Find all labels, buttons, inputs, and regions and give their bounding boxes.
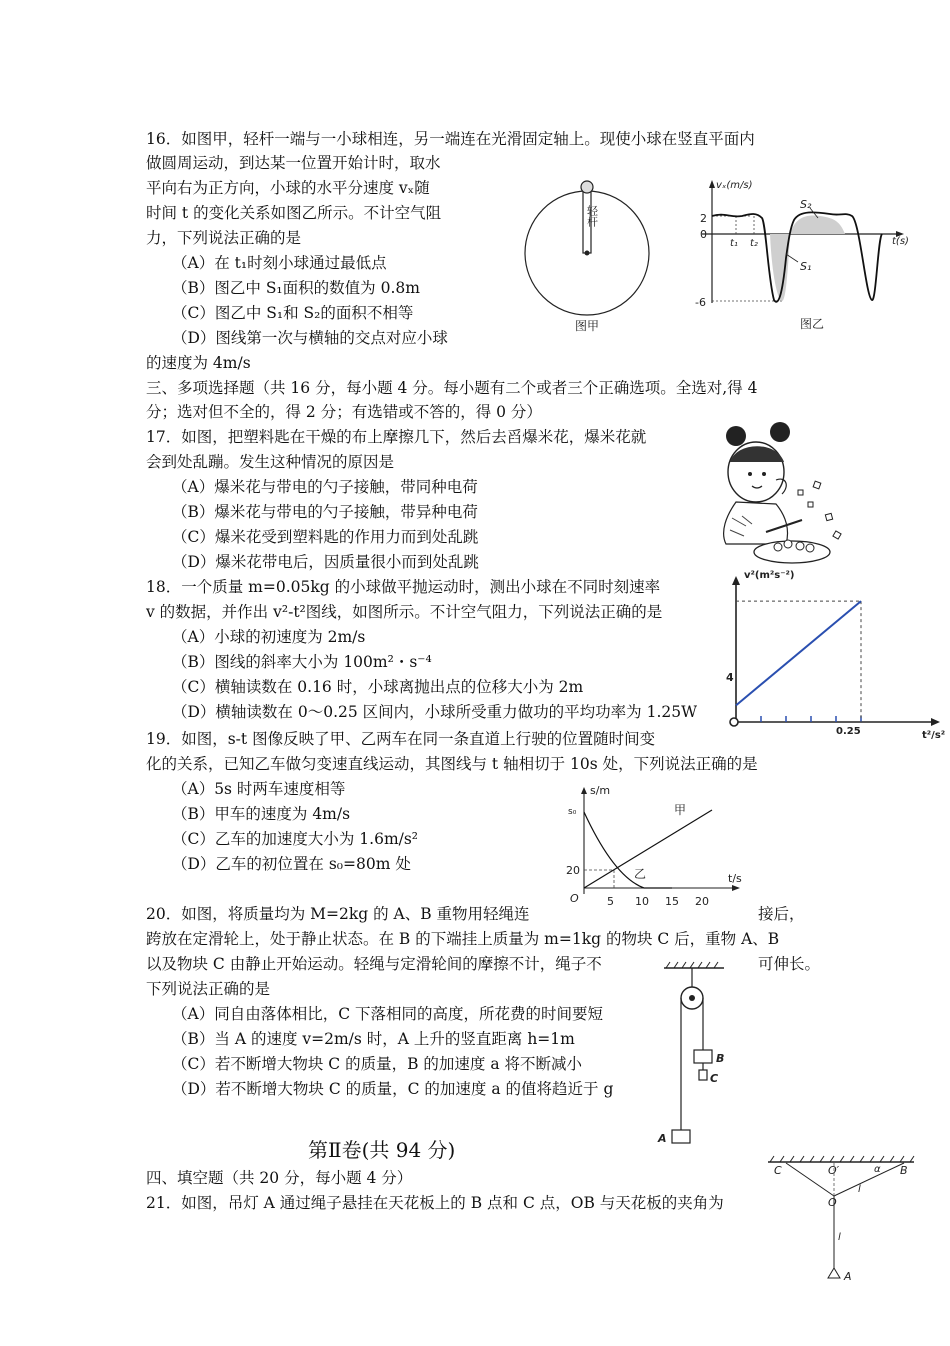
q20-option-a: （A）同自由落体相比，C 下落相同的高度，所花费的时间要短 — [172, 1005, 603, 1023]
q18-line1: 18．一个质量 m=0.05kg 的小球做平抛运动时，测出小球在不同时刻速率 — [146, 578, 661, 596]
q16-option-d: （D）图线第一次与横轴的交点对应小球 — [172, 329, 448, 347]
q20-line4: 下列说法正确的是 — [146, 980, 271, 998]
q19-line1: 19．如图，s-t 图像反映了甲、乙两车在同一条直道上行驶的位置随时间变 — [146, 730, 656, 748]
q20-line2: 跨放在定滑轮上，处于静止状态。在 B 的下端挂上质量为 m=1kg 的物块 C 后，重物 A、B — [146, 930, 780, 948]
block-b — [694, 1050, 712, 1063]
q16-option-c: （C）图乙中 S₁和 S₂的面积不相等 — [172, 304, 414, 322]
block-c — [699, 1070, 707, 1080]
q20-option-c: （C）若不断增大物块 C 的质量，B 的加速度 a 将不断减小 — [172, 1055, 582, 1073]
rod-label: 轻杆 — [585, 205, 599, 227]
y-tick-label: 4 — [726, 671, 734, 684]
s-t-graph — [562, 782, 752, 910]
q17-option-c: （C）爆米花受到塑料匙的作用力而到处乱跳 — [172, 528, 479, 546]
svg-text:0: 0 — [700, 228, 707, 241]
q16-line2: 做圆周运动，到达某一位置开始计时，取水 — [146, 154, 441, 172]
q16-line5: 力，下列说法正确的是 — [146, 229, 302, 247]
q20-line3b: 可伸长。 — [758, 955, 821, 973]
q19-option-a: （A）5s 时两车速度相等 — [172, 780, 346, 798]
svg-text:B: B — [716, 1052, 725, 1065]
pulley-figure — [650, 960, 740, 1150]
svg-text:O′: O′ — [828, 1164, 840, 1177]
svg-text:20: 20 — [695, 895, 709, 908]
svg-text:A: A — [658, 1132, 667, 1145]
q18-option-b: （B）图线的斜率大小为 100m²・s⁻⁴ — [172, 653, 432, 671]
girl-popcorn-illustration — [706, 420, 846, 570]
svg-text:C: C — [710, 1072, 719, 1085]
caption-jia: 图甲 — [575, 319, 600, 333]
y-axis-label: v²(m²s⁻²) — [744, 570, 795, 581]
q19-option-c: （C）乙车的加速度大小为 1.6m/s² — [172, 830, 419, 848]
section4-line1: 四、填空题（共 20 分，每小题 4 分） — [146, 1169, 413, 1187]
data-line-v2-t2 — [736, 601, 861, 705]
svg-text:2: 2 — [700, 212, 707, 225]
svg-text:t(s): t(s) — [892, 236, 909, 247]
svg-text:C: C — [774, 1164, 782, 1177]
q19-option-b: （B）甲车的速度为 4m/s — [172, 805, 351, 823]
svg-text:20: 20 — [566, 864, 580, 877]
q20-line3a: 以及物块 C 由静止开始运动。轻绳与定滑轮间的摩擦不计，绳子不 — [146, 955, 602, 973]
q19-line2: 化的关系，已知乙车做匀变速直线运动，其图线与 t 轴相切于 10s 处，下列说法正确的是 — [146, 755, 758, 773]
svg-text:乙: 乙 — [634, 867, 647, 881]
q17-option-b: （B）爆米花与带电的勺子接触，带异种电荷 — [172, 503, 478, 521]
hanging-lamp-figure — [762, 1150, 922, 1285]
svg-text:l: l — [838, 1232, 841, 1243]
q16-line-tail: 的速度为 4m/s — [146, 354, 251, 372]
q20-line1b: 接后， — [758, 905, 805, 923]
svg-text:t₂: t₂ — [750, 238, 758, 249]
svg-text:10: 10 — [635, 895, 649, 908]
svg-text:s/m: s/m — [590, 784, 611, 797]
svg-text:-6: -6 — [695, 296, 706, 309]
part2-title: 第Ⅱ卷(共 94 分) — [308, 1138, 456, 1162]
q18-option-c: （C）横轴读数在 0.16 时，小球离抛出点的位移大小为 2m — [172, 678, 584, 696]
q21-line1: 21．如图，吊灯 A 通过绳子悬挂在天花板上的 B 点和 C 点，OB 与天花板的夹角为 — [146, 1194, 724, 1212]
svg-text:l: l — [858, 1184, 861, 1195]
svg-text:α: α — [874, 1164, 881, 1175]
q18-line2: v 的数据，并作出 v²-t²图线，如图所示。不计空气阻力，下列说法正确的是 — [146, 603, 663, 621]
q18-option-d: （D）横轴读数在 0～0.25 区间内，小球所受重力做功的平均功率为 1.25W — [172, 703, 698, 721]
svg-text:O: O — [828, 1196, 837, 1209]
svg-text:s₀: s₀ — [568, 807, 577, 817]
svg-text:vₓ(m/s): vₓ(m/s) — [716, 180, 753, 191]
q18-option-a: （A）小球的初速度为 2m/s — [172, 628, 366, 646]
q17-line1: 17．如图，把塑料匙在干燥的布上摩擦几下，然后去舀爆米花，爆米花就 — [146, 428, 647, 446]
svg-text:15: 15 — [665, 895, 679, 908]
q16-line3: 平向右为正方向，小球的水平分速度 vₓ随 — [146, 179, 430, 197]
q17-line2: 会到处乱蹦。发生这种情况的原因是 — [146, 453, 395, 471]
q20-option-b: （B）当 A 的速度 v=2m/s 时，A 上升的竖直距离 h=1m — [172, 1030, 575, 1048]
caption-yi: 图乙 — [800, 317, 825, 331]
q17-option-d: （D）爆米花带电后，因质量很小而到处乱跳 — [172, 553, 479, 571]
v2-t2-graph — [722, 568, 947, 740]
q16-option-a: （A）在 t₁时刻小球通过最低点 — [172, 254, 387, 272]
q16-option-b: （B）图乙中 S₁面积的数值为 0.8m — [172, 279, 420, 297]
curve-yi — [584, 812, 672, 888]
svg-text:甲: 甲 — [674, 803, 687, 817]
figure-yi — [690, 178, 920, 338]
svg-text:t₁: t₁ — [730, 238, 738, 249]
section3-line2: 分；选对但不全的，得 2 分；有选错或不答的，得 0 分） — [146, 403, 542, 421]
q20-option-d: （D）若不断增大物块 C 的质量，C 的加速度 a 的值将趋近于 g — [172, 1080, 614, 1098]
q16-line4: 时间 t 的变化关系如图乙所示。不计空气阻 — [146, 204, 442, 222]
figure-jia — [520, 175, 660, 335]
svg-text:O: O — [570, 892, 579, 905]
x-tick-label: 0.25 — [836, 726, 861, 737]
svg-text:S₁: S₁ — [800, 260, 812, 273]
svg-text:t/s: t/s — [728, 872, 742, 885]
q20-line1a: 20．如图，将质量均为 M=2kg 的 A、B 重物用轻绳连 — [146, 905, 530, 923]
svg-text:5: 5 — [607, 895, 614, 908]
block-a — [672, 1130, 690, 1143]
q17-option-a: （A）爆米花与带电的勺子接触，带同种电荷 — [172, 478, 478, 496]
q16-line1: 16．如图甲，轻杆一端与一小球相连，另一端连在光滑固定轴上。现使小球在竖直平面内 — [146, 130, 755, 148]
ball — [581, 181, 593, 193]
x-axis-label: t²/s² — [922, 730, 946, 741]
svg-text:S₂: S₂ — [800, 198, 812, 211]
svg-text:B: B — [900, 1164, 908, 1177]
svg-text:A: A — [844, 1270, 852, 1283]
q19-option-d: （D）乙车的初位置在 s₀=80m 处 — [172, 855, 411, 873]
section3-line1: 三、多项选择题（共 16 分，每小题 4 分。每小题有二个或者三个正确选项。全选对,得 4 — [146, 379, 758, 397]
